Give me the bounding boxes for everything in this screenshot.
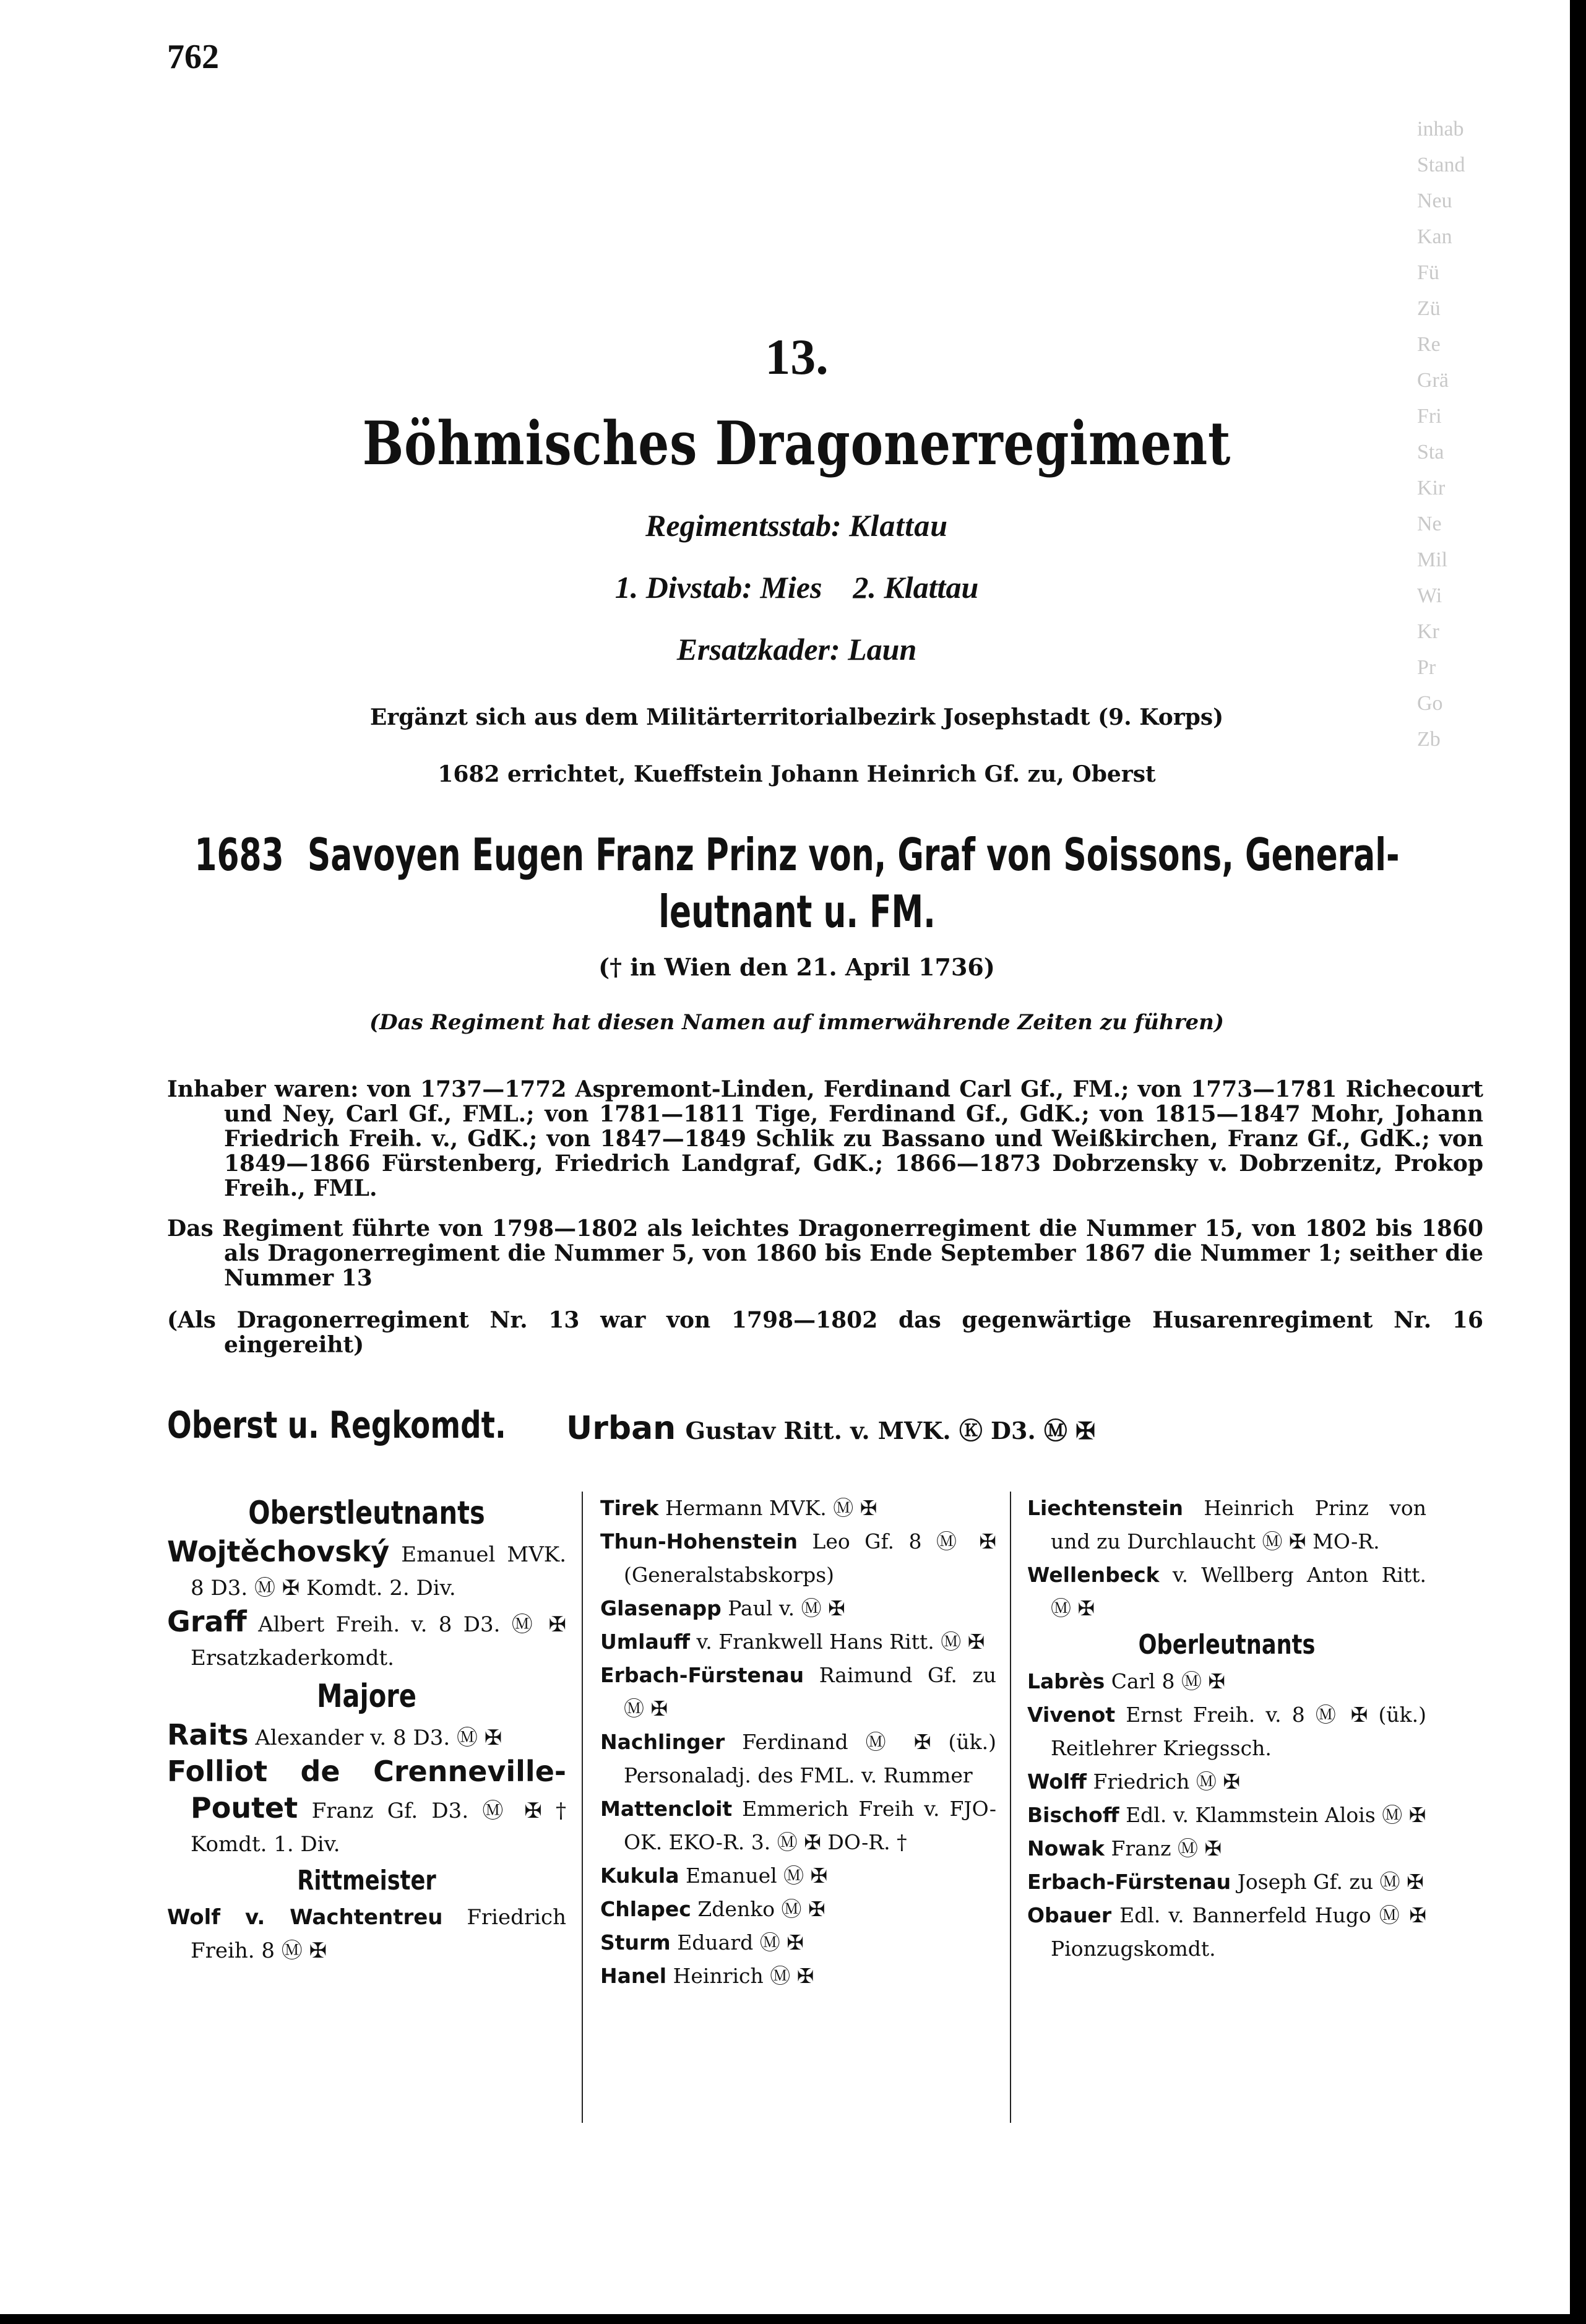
bleed-line: Sta (1417, 441, 1444, 464)
officer-name: Liechtenstein (1027, 1496, 1184, 1520)
officer-name: Vivenot (1027, 1703, 1116, 1727)
owner-death: († in Wien den 21. April 1736) (598, 953, 995, 981)
officer-details: Leo Gf. 8 Ⓜ ✠ (Generalstabskorps) (624, 1529, 996, 1587)
officer-entry (1027, 1698, 1426, 1765)
officer-details: Hermann MVK. Ⓜ ✠ (665, 1496, 877, 1520)
bleed-line: Fri (1417, 405, 1442, 428)
commander-label: Oberst u. Regkomdt. (167, 1404, 506, 1447)
officer-details: v. Frankwell Hans Ritt. Ⓜ ✠ (696, 1630, 985, 1654)
bleed-line: Kir (1417, 477, 1446, 499)
officer-entry (600, 1625, 996, 1659)
officer-entry (167, 1535, 566, 1605)
officer-details: Joseph Gf. zu Ⓜ ✠ (1237, 1870, 1424, 1894)
owner-heading (166, 826, 1428, 940)
bleed-line: Pr (1417, 656, 1436, 679)
officer-entry (1027, 1492, 1426, 1558)
column-divider (582, 1492, 583, 2123)
bleed-line: Ne (1417, 512, 1442, 535)
officer-details: Albert Freih. v. 8 D3. Ⓜ ✠ Ersatzkaderkomdt. (191, 1612, 566, 1670)
regiment-title: Böhmisches Dragonerregiment (362, 408, 1231, 478)
column-left (167, 1492, 566, 2135)
officer-entry (167, 1901, 566, 1968)
officer-name: Wolff (1027, 1769, 1087, 1794)
officer-entry (1027, 1832, 1426, 1865)
officer-name: Chlapec (600, 1897, 691, 1921)
officer-name: Hanel (600, 1964, 667, 1988)
bleed-line: Kan (1417, 225, 1452, 248)
column-right (1027, 1492, 1426, 2135)
officer-name: Thun-Hohenstein (600, 1529, 798, 1553)
officer-details: Friedrich Freih. 8 Ⓜ ✠ (191, 1905, 566, 1963)
inhaber-label: Inhaber waren: (167, 1076, 359, 1102)
officer-name: Sturm (600, 1930, 671, 1955)
numbering-paragraph: Das Regiment führte von 1798—1802 als leichtes Dragonerregiment die Nummer 15, von 1802 bis 1860 als Dragonerregiment die Nummer 5, von 1860 bis Ende September 1867 die Nummer 1; seither die Nummer 13 (167, 1216, 1483, 1291)
bleed-line: Go (1417, 692, 1443, 715)
officer-details: Edl. v. Klammstein Alois Ⓜ ✠ (1126, 1803, 1426, 1827)
bleed-through-text (1417, 111, 1566, 758)
heading-rittmeister: Rittmeister (297, 1865, 436, 1896)
erganzt-line: Ergänzt sich aus dem Militärterritorialbezirk Josephstadt (9. Korps) (369, 704, 1224, 730)
officer-name: Glasenapp (600, 1596, 722, 1620)
officer-entry (1027, 1665, 1426, 1698)
officer-entry (1027, 1899, 1426, 1966)
stab-label: Regimentsstab: (645, 508, 842, 543)
officer-details: Paul v. Ⓜ ✠ (728, 1596, 845, 1620)
officer-entry (1027, 1799, 1426, 1832)
officer-details: Zdenko Ⓜ ✠ (697, 1897, 825, 1921)
officer-details: Emanuel Ⓜ ✠ (686, 1864, 828, 1888)
owner-year: 1683 (194, 829, 284, 881)
divstab-line (167, 569, 1426, 605)
commander-value (566, 1410, 1095, 1447)
bleed-line: Mil (1417, 548, 1448, 571)
officer-details: Edl. v. Bannerfeld Hugo Ⓜ ✠ Pionzugskomdt. (1051, 1903, 1426, 1961)
bleed-line: inhab (1417, 118, 1464, 140)
officer-name: Umlauff (600, 1630, 690, 1654)
officer-name: Wolf v. Wachtentreu (167, 1905, 443, 1930)
officer-entry (1027, 1865, 1426, 1899)
officer-name: Raits (167, 1718, 249, 1752)
regimentsstab-line (167, 508, 1426, 543)
bleed-line: Fü (1417, 261, 1439, 284)
regiment-number: 13. (765, 329, 829, 385)
officer-entry (600, 1959, 996, 1993)
officer-name: Folliot de Crenneville-Poutet (167, 1755, 566, 1825)
officer-entry (600, 1525, 996, 1592)
page-number: 762 (167, 38, 219, 76)
officer-details: Raimund Gf. zu Ⓜ ✠ (624, 1663, 996, 1721)
officer-name: Wojtěchovský (167, 1535, 390, 1568)
officer-entry (600, 1859, 996, 1893)
officer-name: Wellenbeck (1027, 1563, 1160, 1587)
officer-details: Franz Ⓜ ✠ (1111, 1836, 1222, 1860)
bleed-line: Stand (1417, 153, 1465, 176)
officer-details: Emmerich Freih v. FJO-OK. EKO-R. 3. Ⓜ ✠ DO-R. † (624, 1797, 996, 1854)
heading-majore: Majore (316, 1678, 417, 1715)
officer-name: Erbach-Fürstenau (1027, 1870, 1231, 1894)
officer-details: Emanuel MVK. 8 D3. Ⓜ ✠ Komdt. 2. Div. (191, 1542, 566, 1600)
officer-entry (600, 1893, 996, 1926)
officer-details: Alexander v. 8 D3. Ⓜ ✠ (255, 1726, 502, 1750)
officer-entry (600, 1926, 996, 1959)
ersatz-label: Ersatzkader: (676, 632, 840, 667)
ersatz-value: Laun (848, 632, 917, 667)
ersatzkader-line (167, 631, 1426, 667)
officer-entry (167, 1718, 566, 1755)
officer-name: Labrès (1027, 1669, 1105, 1693)
officer-details: v. Wellberg Anton Ritt. Ⓜ ✠ (1051, 1563, 1426, 1620)
regiment-name-note: (Das Regiment hat diesen Namen auf immerwährende Zeiten zu führen) (369, 1010, 1224, 1035)
divstab-2-label: 2. (853, 570, 876, 605)
officer-name: Nachlinger (600, 1730, 725, 1754)
officer-details: Heinrich Ⓜ ✠ (673, 1964, 814, 1988)
divstab-2: Klattau (884, 570, 979, 605)
officer-name: Nowak (1027, 1836, 1105, 1860)
bleed-line: Neu (1417, 189, 1452, 212)
officer-name: Graff (167, 1605, 247, 1638)
officer-details: Carl 8 Ⓜ ✠ (1111, 1669, 1226, 1693)
officer-entry (1027, 1558, 1426, 1625)
officer-entry (600, 1592, 996, 1625)
officer-entry (600, 1792, 996, 1859)
stab-value: Klattau (849, 508, 949, 543)
officer-details: Eduard Ⓜ ✠ (677, 1930, 804, 1955)
commander-row (167, 1404, 1426, 1453)
bleed-line: Zü (1417, 297, 1441, 320)
officer-entry (600, 1726, 996, 1792)
heading-oberleutnants: Oberleutnants (1138, 1629, 1316, 1661)
officer-name: Tirek (600, 1496, 659, 1520)
bleed-line: Kr (1417, 620, 1439, 643)
officer-details: Franz Gf. D3. Ⓜ ✠ † Komdt. 1. Div. (191, 1799, 566, 1857)
inhaber-paragraph (167, 1077, 1483, 1201)
divstab-label: 1. Divstab: (614, 570, 752, 605)
officer-name: Kukula (600, 1864, 679, 1888)
scan-border-bottom (0, 2314, 1586, 2324)
officer-columns (167, 1492, 1426, 2135)
officer-name: Obauer (1027, 1903, 1112, 1927)
officer-entry (167, 1605, 566, 1675)
bleed-line: Grä (1417, 369, 1449, 392)
officer-entry (1027, 1765, 1426, 1799)
officer-entry (600, 1659, 996, 1726)
scan-border-right (1570, 0, 1586, 2324)
officer-name: Mattencloit (600, 1797, 733, 1821)
officer-details: Ernst Freih. v. 8 Ⓜ ✠ (ük.) Reitlehrer Kriegssch. (1051, 1703, 1426, 1760)
officer-name: Erbach-Fürstenau (600, 1663, 804, 1687)
commander-details: Gustav Ritt. v. MVK. Ⓚ D3. Ⓜ ✠ (685, 1417, 1095, 1445)
column-middle (600, 1492, 996, 2135)
officer-details: Ferdinand Ⓜ ✠ (ük.) Personaladj. des FML. v. Rummer (624, 1730, 996, 1787)
officer-entry (167, 1755, 566, 1861)
officer-details: Friedrich Ⓜ ✠ (1093, 1769, 1241, 1794)
column-divider (1010, 1492, 1011, 2123)
inhaber-text: von 1737—1772 Aspremont-Linden, Ferdinand Carl Gf., FM.; von 1773—1781 Richecourt und Ney, Carl Gf., FML.; von 1781—1811 Tige, Ferdinand Gf., GdK.; von 1815—1847 Mohr, Johann Friedrich Freih. v., GdK.; von 1847—1849 Schlik zu Bassano und Weißkirchen, Franz Gf., GdK.; von 1849—1866 Fürstenberg, Friedrich Landgraf, GdK.; 1866—1873 Dobrzensky v. Dobrzenitz, Prokop Freih., FML. (224, 1076, 1483, 1201)
officer-name: Bischoff (1027, 1803, 1119, 1827)
heading-oberstleutnants: Oberstleutnants (248, 1495, 485, 1532)
commander-name: Urban (566, 1410, 676, 1447)
owner-name: Savoyen Eugen Franz Prinz von, Graf von Soissons, General-leutnant u. FM. (307, 829, 1400, 938)
bleed-line: Wi (1417, 584, 1442, 607)
officer-entry (600, 1492, 996, 1525)
divstab-1: Mies (760, 570, 822, 605)
bleed-line: Re (1417, 333, 1441, 356)
husaren-note: (Als Dragonerregiment Nr. 13 war von 1798—1802 das gegenwärtige Husarenregiment Nr. 16 eingereiht) (167, 1307, 1483, 1358)
errichtet-line: 1682 errichtet, Kueffstein Johann Heinrich Gf. zu, Oberst (437, 761, 1156, 787)
officer-details: Heinrich Prinz von und zu Durchlaucht Ⓜ ✠ MO-R. (1051, 1496, 1426, 1553)
bleed-line: Zb (1417, 728, 1441, 751)
